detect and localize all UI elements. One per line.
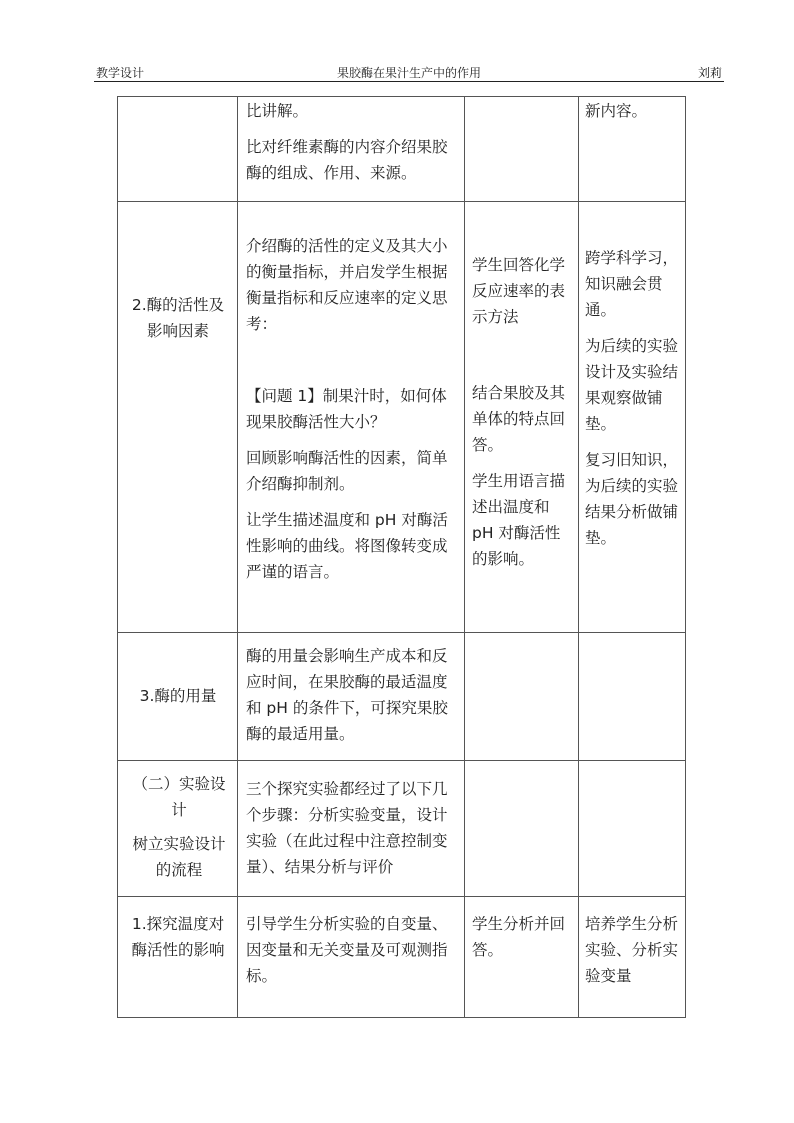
stage-text: 1.探究温度对酶活性的影响 <box>131 915 225 959</box>
row-1-stage <box>125 292 231 352</box>
teacher-text: 酶的用量会影响生产成本和反应时间，在果胶酶的最适温度和 pH 的条件下，可探究果胶酶的最适用量。 <box>246 647 448 743</box>
table-border-right <box>685 96 686 1018</box>
row-3-stage <box>127 771 231 891</box>
row-0-intent <box>585 98 681 134</box>
row-1-student <box>472 252 575 582</box>
table-row-divider <box>117 896 686 897</box>
intent-text: 复习旧知识，为后续的实验结果分析做铺垫。 <box>585 451 679 547</box>
stage-text: 3.酶的用量 <box>139 687 217 705</box>
table-col-divider <box>578 96 579 1018</box>
row-1-intent <box>585 245 681 561</box>
teacher-text: 回顾影响酶活性的因素，简单介绍酶抑制剂。 <box>246 449 448 493</box>
header-rule <box>94 81 724 82</box>
header-author: 刘莉 <box>697 66 722 80</box>
table-row-divider <box>117 760 686 761</box>
table-row-divider <box>117 632 686 633</box>
row-2-teacher <box>246 643 460 757</box>
row-4-student <box>472 911 575 973</box>
row-4-teacher <box>246 911 460 999</box>
student-text: 学生回答化学反应速率的表示方法 <box>472 256 566 326</box>
student-text: 学生分析并回答。 <box>472 915 566 959</box>
stage-text: 树立实验设计的流程 <box>132 835 226 879</box>
row-2-stage <box>125 683 231 717</box>
stage-text: （二）实验设计 <box>132 775 226 819</box>
table-row-divider <box>117 201 686 202</box>
student-text: 学生用语言描述出温度和 pH 对酶活性的影响。 <box>472 472 566 568</box>
teacher-text: 让学生描述温度和 pH 对酶活性影响的曲线。将图像转变成严谨的语言。 <box>246 511 448 581</box>
teacher-text: 比讲解。 <box>246 102 309 120</box>
header-doc-type: 教学设计 <box>96 66 145 80</box>
stage-text: 2.酶的活性及影响因素 <box>131 296 225 340</box>
student-text: 结合果胶及其单体的特点回答。 <box>472 384 566 454</box>
intent-text: 跨学科学习，知识融会贯通。 <box>585 249 679 319</box>
intent-text: 新内容。 <box>585 102 648 120</box>
table-col-divider <box>237 96 238 1018</box>
page-header <box>96 64 722 82</box>
table-border-bottom <box>117 1017 686 1018</box>
header-doc-title: 果胶酶在果汁生产中的作用 <box>336 66 481 80</box>
intent-text: 为后续的实验设计及实验结果观察做铺垫。 <box>585 337 679 433</box>
teacher-text: 引导学生分析实验的自变量、因变量和无关变量及可观测指标。 <box>246 915 448 985</box>
table-border-left <box>117 96 118 1018</box>
row-4-stage <box>125 911 231 971</box>
teacher-question: 【问题 1】制果汁时，如何体现果胶酶活性大小？ <box>246 387 447 431</box>
row-1-teacher <box>246 233 460 595</box>
table-col-divider <box>464 96 465 1018</box>
intent-text: 培养学生分析实验、分析实验变量 <box>585 915 679 985</box>
row-3-teacher <box>246 776 460 890</box>
lesson-table <box>117 96 686 1018</box>
row-0-teacher <box>246 98 460 196</box>
row-4-intent <box>585 911 681 999</box>
teacher-text: 介绍酶的活性的定义及其大小的衡量指标，并启发学生根据衡量指标和反应速率的定义思考： <box>246 237 448 333</box>
teacher-text: 比对纤维素酶的内容介绍果胶酶的组成、作用、来源。 <box>246 138 448 182</box>
teacher-text: 三个探究实验都经过了以下几个步骤：分析实验变量，设计实验（在此过程中注意控制变量）、结果分析与评价 <box>246 780 448 876</box>
table-border-top <box>117 96 686 97</box>
